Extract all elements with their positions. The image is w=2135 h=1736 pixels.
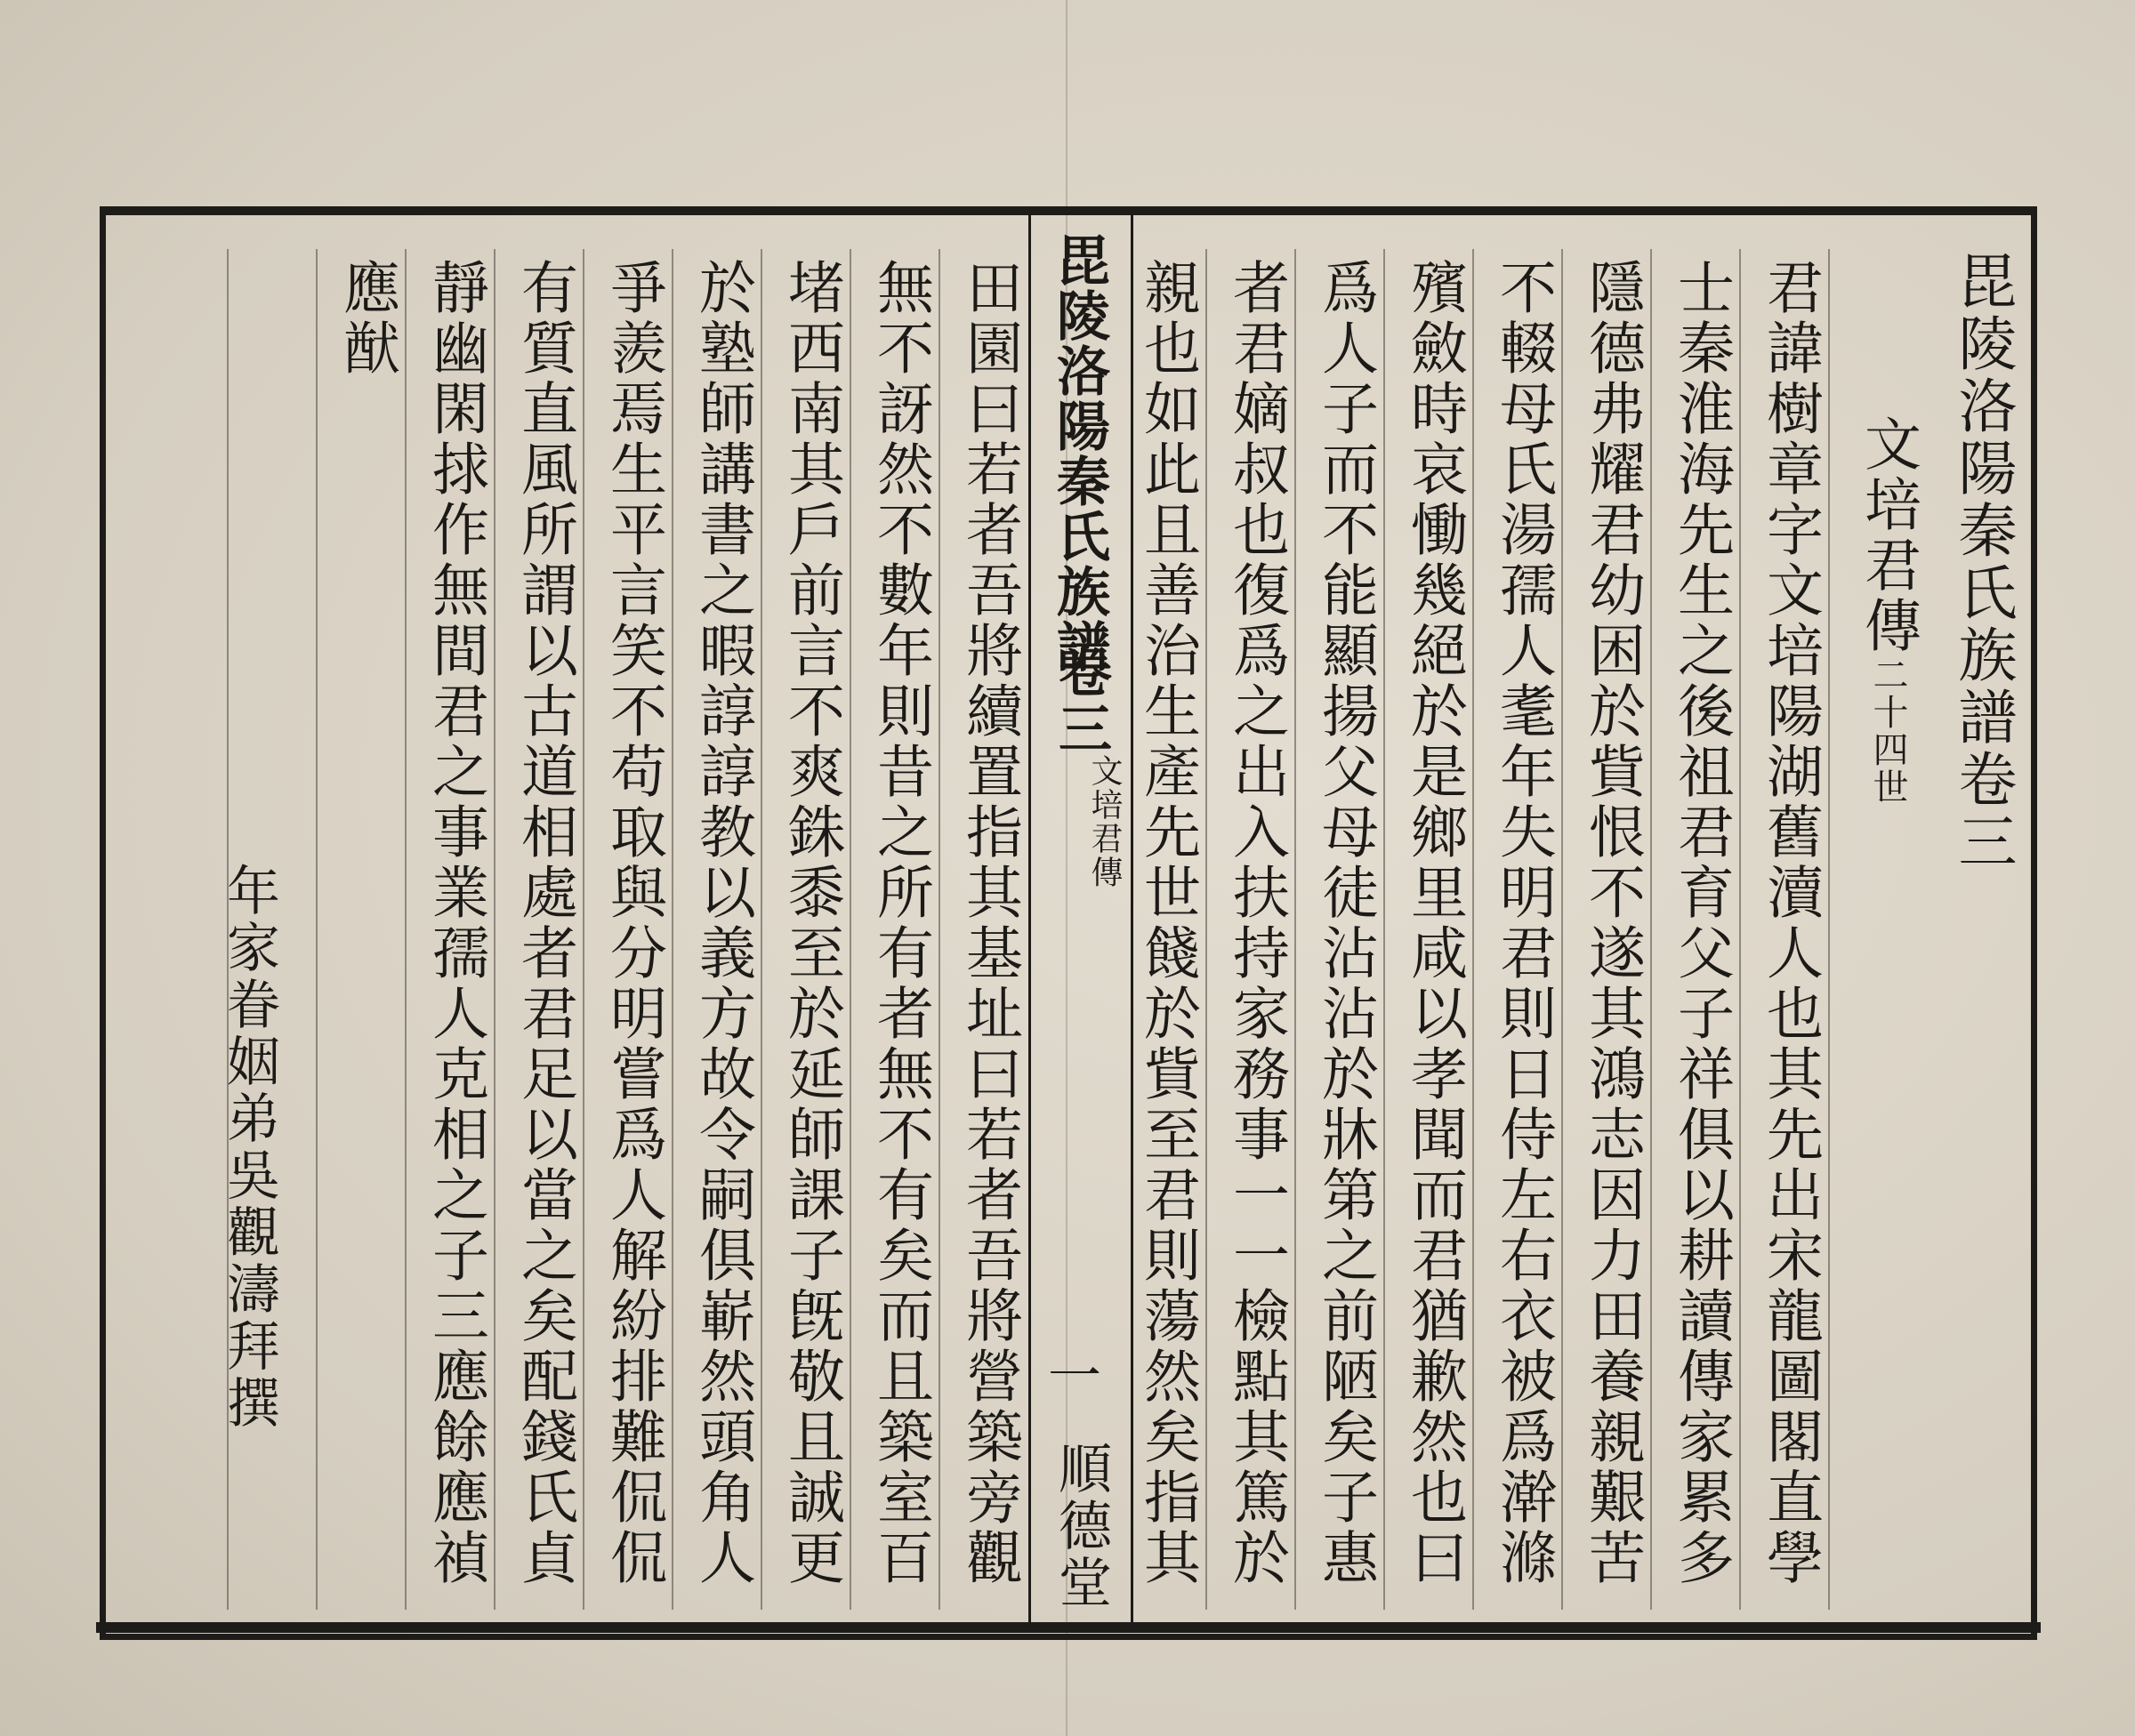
column-rule	[405, 249, 407, 1610]
column-rule	[672, 249, 673, 1610]
column-rule	[1561, 249, 1563, 1610]
left-column-5: 爭羨焉生平言笑不苟取與分明嘗爲人解紛排難侃侃	[600, 258, 666, 1588]
left-column-6: 有質直風所謂以古道相處者君足以當之矣配錢氏貞	[512, 258, 577, 1588]
column-rule	[1383, 249, 1385, 1610]
right-column-4: 不輟母氏湯孺人耄年失明君則日侍左右衣被爲澣滌	[1490, 258, 1556, 1588]
gutter-section: 文培君傳	[1086, 754, 1123, 889]
column-rule	[1828, 249, 1830, 1610]
right-page-title: 毘陵洛陽秦氏族譜卷三	[1948, 251, 2017, 873]
generation-label: 二十四世	[1867, 656, 1908, 806]
column-rule	[1205, 249, 1207, 1610]
column-rule	[494, 249, 495, 1610]
column-rule	[761, 249, 762, 1610]
gutter-book-title: 毘陵洛陽秦氏族譜	[1048, 233, 1110, 674]
column-rule	[316, 249, 318, 1610]
column-rule	[1472, 249, 1474, 1610]
left-column-4: 於塾師講書之暇諄諄教以義方故令嗣俱嶄然頭角人	[689, 258, 755, 1588]
biography-heading	[1852, 414, 1923, 806]
right-column-3: 隱德弗耀君幼困於貲恨不遂其鴻志因力田養親艱苦	[1579, 258, 1645, 1588]
left-column-7: 靜幽閑捄作無間君之事業孺人克相之子三應餘應禎	[423, 258, 488, 1588]
author-signature: 年家眷姻弟吳觀濤拜撰	[218, 863, 280, 1432]
column-rule	[1294, 249, 1296, 1610]
left-column-3: 堵西南其戶前言不爽銖黍至於延師課子旣敬且誠更	[778, 258, 844, 1588]
column-rule	[583, 249, 584, 1610]
left-column-2: 無不訝然不數年則昔之所有者無不有矣而且築室百	[867, 258, 933, 1588]
gutter-hall-name: 順德堂	[1050, 1441, 1112, 1611]
left-column-8: 應猷	[334, 258, 399, 379]
column-rule	[1650, 249, 1652, 1610]
right-column-8: 親也如此且善治生產先世餞於貲至君則蕩然矣指其	[1134, 258, 1200, 1588]
right-column-2: 士秦淮海先生之後祖君育父子祥俱以耕讀傳家累多	[1668, 258, 1734, 1588]
biography-title: 文培君傳	[1855, 414, 1921, 656]
left-column-1: 田園曰若者吾將續置指其基址曰若者吾將營築旁觀	[956, 258, 1022, 1588]
gutter-volume: 卷三	[1050, 644, 1112, 758]
right-column-7: 者君嫡叔也復爲之出入扶持家務事一一檢點其篤於	[1223, 258, 1289, 1588]
right-column-6: 爲人子而不能顯揚父母徒沾沾於牀第之前陋矣子惠	[1312, 258, 1378, 1588]
column-rule	[850, 249, 851, 1610]
column-rule	[1739, 249, 1741, 1610]
right-column-5: 殯斂時哀慟幾絕於是鄉里咸以孝聞而君猶歉然也曰	[1401, 258, 1467, 1588]
gutter-page-number: 一	[1048, 1346, 1101, 1408]
right-column-1: 君諱樹章字文培陽湖舊瀆人也其先出宋龍圖閣直學	[1757, 258, 1823, 1588]
column-rule	[939, 249, 940, 1610]
